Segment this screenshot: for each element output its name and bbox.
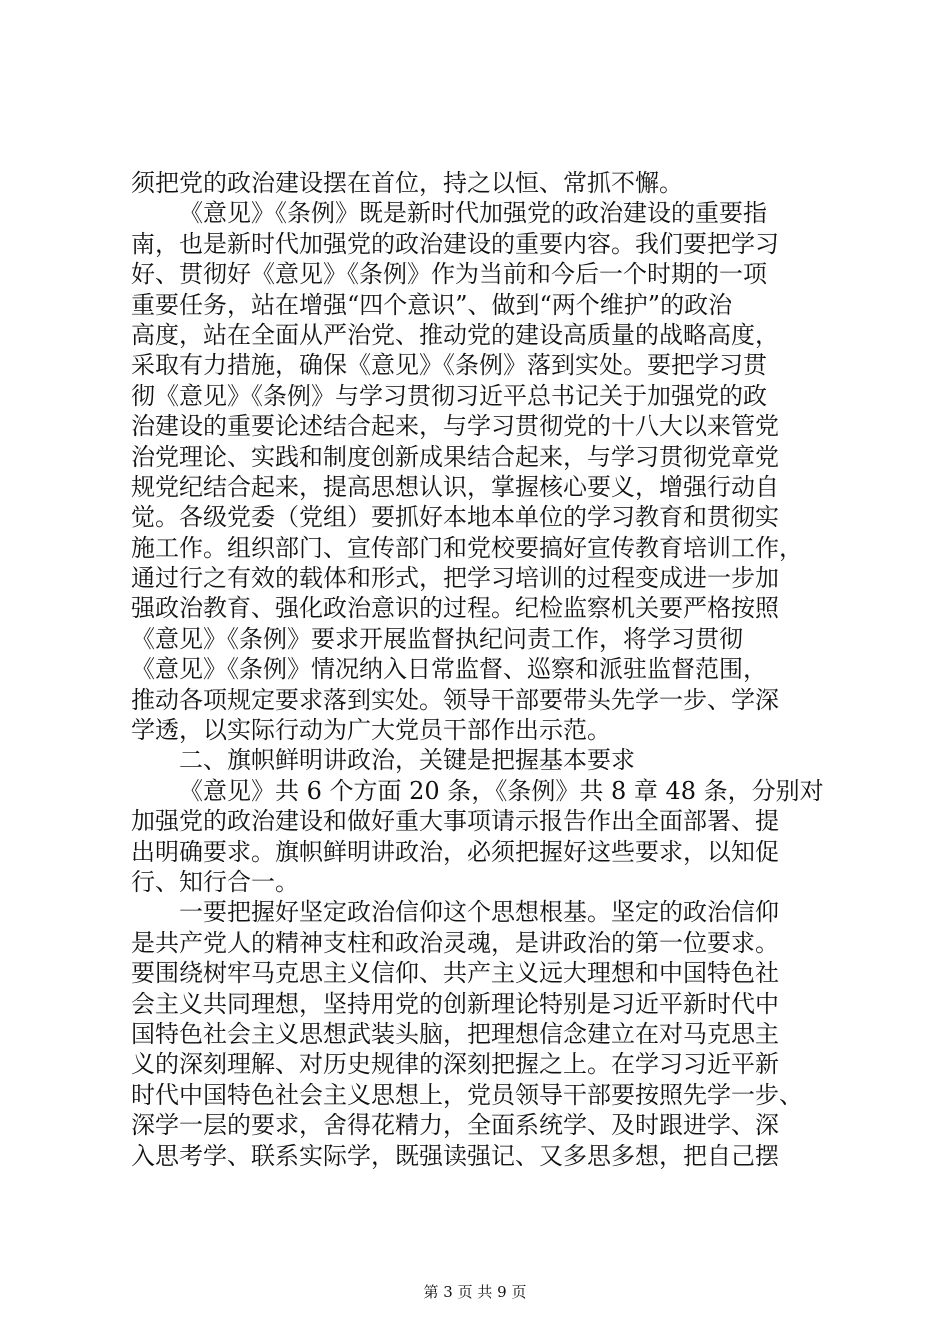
text-line: 要围绕树牢马克思主义信仰、共产主义远大理想和中国特色社 xyxy=(131,959,779,988)
text-line: 施工作。组织部门、宣传部门和党校要搞好宣传教育培训工作， xyxy=(131,533,803,562)
text-line: 彻《意见》《条例》与学习贯彻习近平总书记关于加强党的政 xyxy=(131,381,767,410)
text-line: 深学一层的要求，舍得花精力，全面系统学、及时跟进学、深 xyxy=(131,1111,779,1140)
page-number-footer: 第 3 页 共 9 页 xyxy=(423,1283,527,1301)
text-line: 重要任务，站在增强“四个意识”、做到“两个维护”的政治 xyxy=(131,290,733,319)
text-line: 治党理论、实践和制度创新成果结合起来，与学习贯彻党章党 xyxy=(131,442,779,471)
text-line: 《意见》《条例》既是新时代加强党的政治建设的重要指 xyxy=(179,199,767,228)
text-line: 强政治教育、强化政治意识的过程。纪检监察机关要严格按照 xyxy=(131,594,779,623)
text-line: 国特色社会主义思想武装头脑，把理想信念建立在对马克思主 xyxy=(131,1019,779,1048)
text-line: 学透，以实际行动为广大党员干部作出示范。 xyxy=(131,716,611,745)
text-line: 会主义共同理想，坚持用党的创新理论特别是习近平新时代中 xyxy=(131,989,779,1018)
text-line: 推动各项规定要求落到实处。领导干部要带头先学一步、学深 xyxy=(131,685,779,714)
text-line: 义的深刻理解、对历史规律的深刻把握之上。在学习习近平新 xyxy=(131,1050,779,1079)
text-line: 采取有力措施，确保《意见》《条例》落到实处。要把学习贯 xyxy=(131,351,767,380)
text-line: 治建设的重要论述结合起来，与学习贯彻党的十八大以来管党 xyxy=(131,412,779,441)
text-line: 行、知行合一。 xyxy=(131,867,299,896)
text-line: 时代中国特色社会主义思想上，党员领导干部要按照先学一步、 xyxy=(131,1080,803,1109)
text-line: 南，也是新时代加强党的政治建设的重要内容。我们要把学习 xyxy=(131,229,779,258)
text-line: 出明确要求。旗帜鲜明讲政治，必须把握好这些要求，以知促 xyxy=(131,837,779,866)
text-line: 好、贯彻好《意见》《条例》作为当前和今后一个时期的一项 xyxy=(131,260,767,289)
document-body xyxy=(131,168,831,1171)
text-line: 须把党的政治建设摆在首位，持之以恒、常抓不懈。 xyxy=(131,169,683,197)
text-line: 通过行之有效的载体和形式，把学习培训的过程变成进一步加 xyxy=(131,564,779,593)
text-line: 是共产党人的精神支柱和政治灵魂，是讲政治的第一位要求。 xyxy=(131,928,779,957)
text-line: 高度，站在全面从严治党、推动党的建设高质量的战略高度， xyxy=(131,320,779,349)
text-line: 入思考学、联系实际学，既强读强记、又多思多想，把自己摆 xyxy=(131,1141,779,1170)
text-line: 二、旗帜鲜明讲政治，关键是把握基本要求 xyxy=(179,746,635,775)
text-line: 加强党的政治建设和做好重大事项请示报告作出全面部署、提 xyxy=(131,807,779,836)
text-line: 一要把握好坚定政治信仰这个思想根基。坚定的政治信仰 xyxy=(179,898,779,927)
text-line: 觉。各级党委（党组）要抓好本地本单位的学习教育和贯彻实 xyxy=(131,503,779,532)
text-line: 《意见》《条例》要求开展监督执纪问责工作，将学习贯彻 xyxy=(131,624,743,653)
text-line: 《意见》共 6 个方面 20 条，《条例》共 8 章 48 条，分别对 xyxy=(179,776,824,805)
text-line: 《意见》《条例》情况纳入日常监督、巡察和派驻监督范围， xyxy=(131,655,767,684)
text-line: 规党纪结合起来，提高思想认识，掌握核心要义，增强行动自 xyxy=(131,472,779,501)
